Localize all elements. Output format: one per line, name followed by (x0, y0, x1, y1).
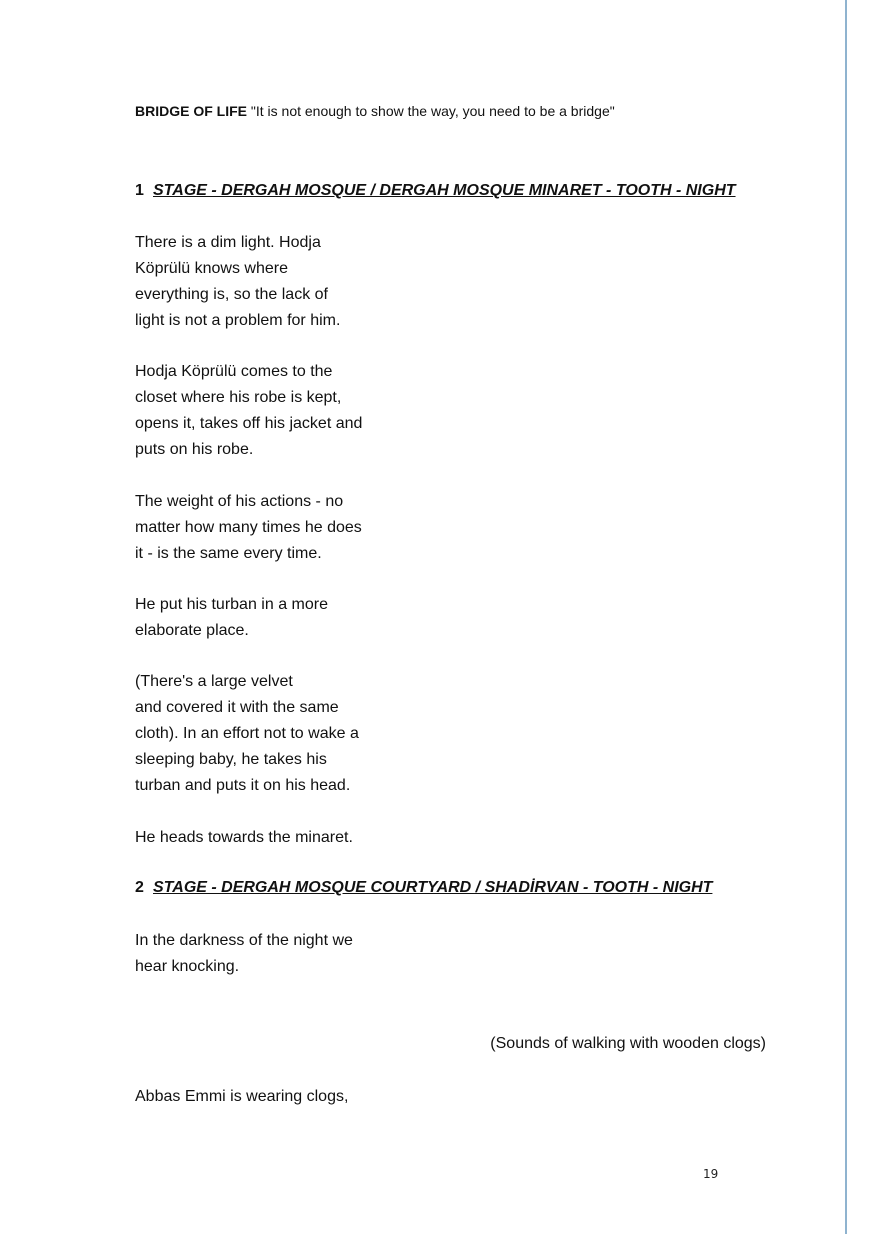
action-line: matter how many times he does (135, 519, 362, 536)
action-line: and covered it with the same (135, 699, 339, 716)
action-line: The weight of his actions - no (135, 493, 344, 510)
action-paragraph (135, 592, 435, 644)
scene-heading-text: STAGE - DERGAH MOSQUE COURTYARD / SHADİRVAN - TOOTH - NIGHT (153, 879, 713, 896)
action-line: Abbas Emmi is wearing clogs, (135, 1088, 349, 1105)
action-paragraph (135, 359, 435, 463)
action-paragraph (135, 489, 435, 567)
action-line: closet where his robe is kept, (135, 389, 342, 406)
action-line: light is not a problem for him. (135, 312, 341, 329)
action-line: He heads towards the minaret. (135, 829, 353, 846)
action-line: (There's a large velvet (135, 673, 293, 690)
sound-parenthetical: (Sounds of walking with wooden clogs) (490, 1035, 766, 1052)
action-line: opens it, takes off his jacket and (135, 415, 363, 432)
action-line: sleeping baby, he takes his (135, 751, 327, 768)
action-paragraph (135, 1084, 435, 1110)
action-paragraph (135, 230, 435, 334)
action-line: everything is, so the lack of (135, 286, 328, 303)
action-line: hear knocking. (135, 958, 240, 975)
page-number: 19 (703, 1167, 719, 1181)
action-line: There is a dim light. Hodja (135, 234, 321, 251)
scene-heading-text: STAGE - DERGAH MOSQUE / DERGAH MOSQUE MINARET - TOOTH - NIGHT (153, 182, 736, 199)
document-title-line (135, 101, 615, 121)
action-paragraph (135, 825, 435, 851)
scene-heading-2 (135, 877, 712, 899)
action-line: cloth). In an effort not to wake a (135, 725, 359, 742)
scene-heading-1 (135, 180, 736, 202)
action-line: puts on his robe. (135, 441, 254, 458)
action-line: turban and puts it on his head. (135, 777, 351, 794)
action-line: Köprülü knows where (135, 260, 288, 277)
scene-number: 1 (135, 182, 144, 199)
action-paragraph (135, 669, 435, 799)
document-tagline: "It is not enough to show the way, you need to be a bridge" (247, 103, 615, 119)
action-line: it - is the same every time. (135, 545, 322, 562)
document-title: BRIDGE OF LIFE (135, 103, 247, 119)
action-line: Hodja Köprülü comes to the (135, 363, 333, 380)
page-margin-rule (845, 0, 847, 1234)
scene-number: 2 (135, 879, 144, 896)
action-line: He put his turban in a more (135, 596, 328, 613)
action-paragraph (135, 928, 435, 980)
action-line: In the darkness of the night we (135, 932, 353, 949)
action-line: elaborate place. (135, 622, 249, 639)
